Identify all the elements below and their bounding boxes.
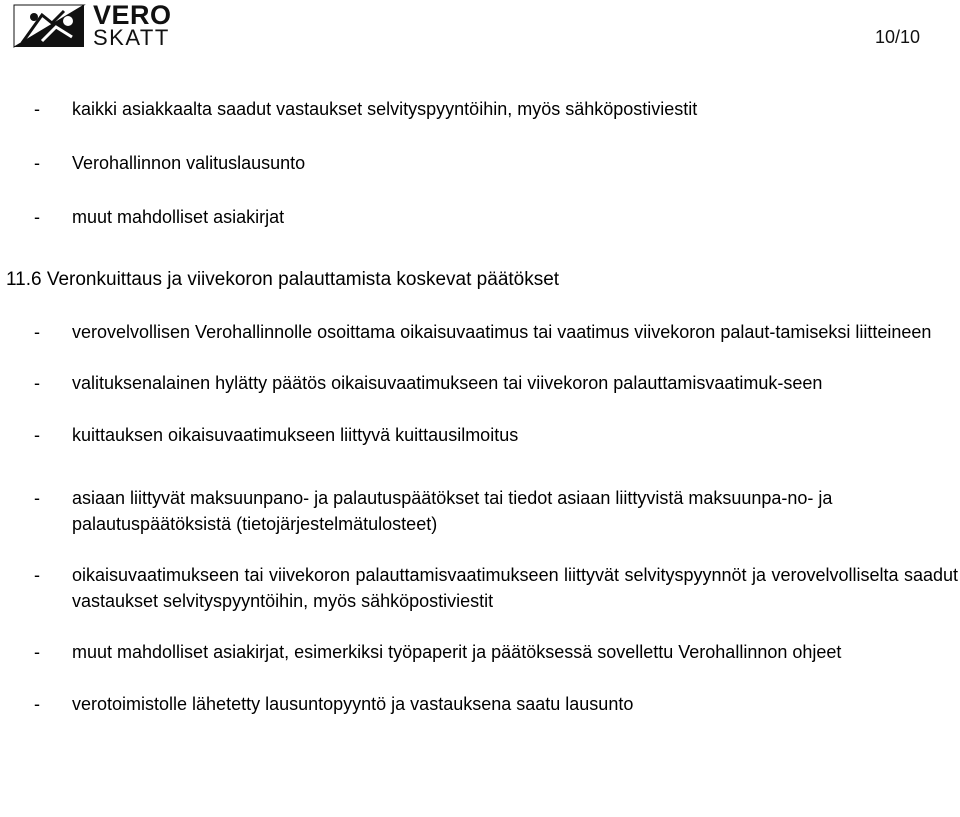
vero-skatt-logo: [12, 0, 172, 50]
list-item: [34, 150, 958, 176]
list-item: [34, 562, 958, 614]
dash-bullet: -: [34, 207, 40, 227]
dash-bullet: -: [34, 642, 40, 662]
dash-bullet: -: [34, 488, 40, 508]
list-item: [34, 639, 958, 665]
dash-bullet: -: [34, 565, 40, 585]
list-item-text: muut mahdolliset asiakirjat, esimerkiksi työpaperit ja päätöksessä sovellettu Verohallinnon ohjeet: [72, 642, 842, 662]
list-item-text: verotoimistolle lähetetty lausuntopyyntö ja vastauksena saatu lausunto: [72, 694, 634, 714]
list-item: [34, 370, 958, 396]
list-item: [34, 485, 958, 537]
dash-bullet: -: [34, 322, 40, 342]
logo-wordmark-vero: VERO: [93, 0, 172, 30]
list-item-text: kuittauksen oikaisuvaatimukseen liittyvä kuittausilmoitus: [72, 425, 519, 445]
logo-wordmark-skatt: SKATT: [93, 25, 170, 50]
list-item-text: asiaan liittyvät maksuunpano- ja palautuspäätökset tai tiedot asiaan liittyvistä maksuunpa-no- ja palautuspäätöksistä (tietojärjestelmätulosteet): [72, 488, 833, 534]
list-item: [34, 422, 958, 448]
page-number: 10/10: [874, 27, 920, 47]
section-heading: 11.6 Veronkuittaus ja viivekoron palauttamista koskevat päätökset: [6, 269, 560, 290]
dash-bullet: -: [34, 99, 40, 119]
list-item: [34, 204, 958, 230]
dash-bullet: -: [34, 153, 40, 173]
list-item: [34, 96, 958, 122]
list-item: [34, 319, 958, 345]
list-item-text: kaikki asiakkaalta saadut vastaukset selvityspyyntöihin, myös sähköpostiviestit: [72, 99, 698, 119]
dash-bullet: -: [34, 694, 40, 714]
coat-of-arms-icon: [12, 3, 86, 49]
list-item-text: oikaisuvaatimukseen tai viivekoron palauttamisvaatimukseen liittyvät selvityspyynnöt ja verovelvolliselta saadut vastaukset selvityspyyntöihin, myös sähköpostiviestit: [72, 565, 958, 611]
dash-bullet: -: [34, 373, 40, 393]
dash-bullet: -: [34, 425, 40, 445]
list-item-text: Verohallinnon valituslausunto: [72, 153, 306, 173]
list-item: [34, 691, 958, 717]
list-item-text: muut mahdolliset asiakirjat: [72, 207, 285, 227]
list-item-text: valituksenalainen hylätty päätös oikaisuvaatimukseen tai viivekoron palauttamisvaatimuk-seen: [72, 373, 823, 393]
document-body: [6, 96, 958, 717]
list-item-text: verovelvollisen Verohallinnolle osoittama oikaisuvaatimus tai vaatimus viivekoron palaut-tamiseksi liitteineen: [72, 322, 932, 342]
